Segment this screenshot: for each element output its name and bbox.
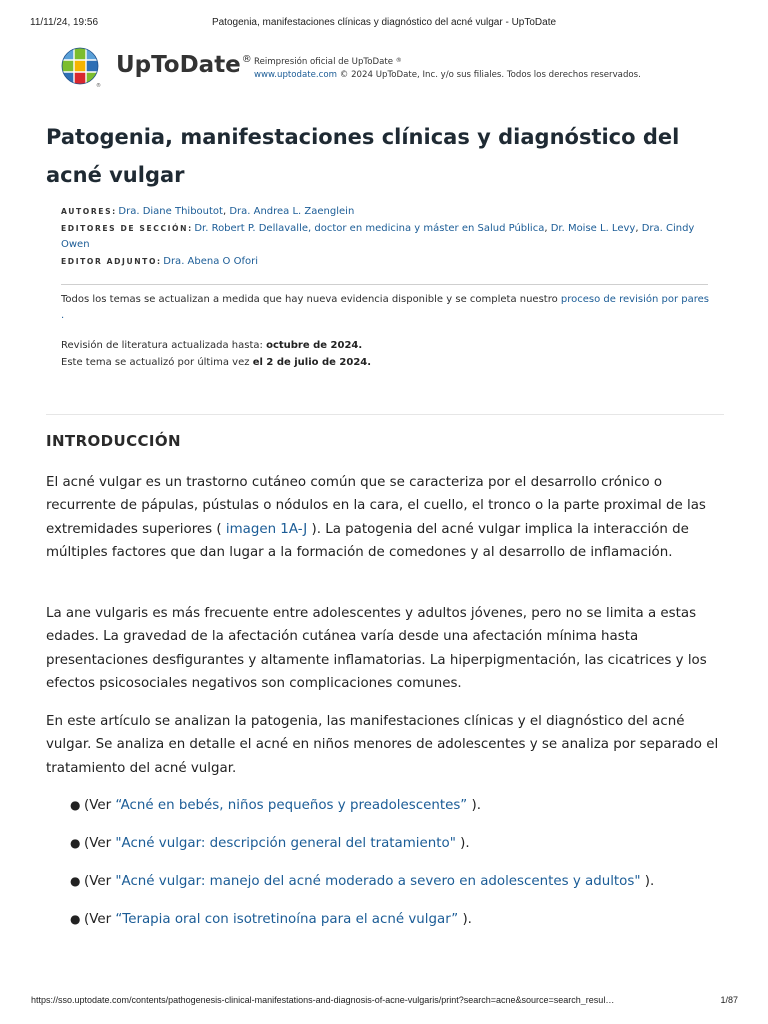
deputy-editor-row — [61, 254, 701, 271]
topic-link[interactable]: "Acné vulgar: manejo del acné moderado a severo en adolescentes y adultos" — [115, 874, 641, 889]
print-doc-title: Patogenia, manifestaciones clínicas y diagnóstico del acné vulgar - UpToDate — [211, 17, 557, 28]
authors-row: AUTORES : Dra. Diane Thiboutot, Dra. Andrea L. Zaenglein — [61, 204, 701, 221]
article-title: Patogenia, manifestaciones clínicas y diagnóstico del acné vulgar — [46, 125, 680, 187]
list-item: ● (Ver "Acné vulgar: descripción general del tratamiento" ). — [70, 832, 730, 870]
last-updated-label: Este tema se actualizó por última vez — [61, 356, 250, 368]
peer-review-link[interactable]: proceso de revisión por pares — [560, 294, 709, 305]
topic-link[interactable]: "Acné vulgar: descripción general del tratamiento" — [115, 836, 456, 851]
print-header — [0, 17, 768, 31]
list-item: ● (Ver “Terapia oral con isotretinoína para el acné vulgar” ). — [70, 908, 730, 946]
copyright-text: © 2024 UpToDate, Inc. y/o sus filiales. Todos los derechos reservados. — [339, 70, 641, 80]
print-url: https://sso.uptodate.com/contents/pathogenesis-clinical-manifestations-and-diagnosis-of-acne-vulgaris/print?search=acne&source=search_resul… — [31, 995, 615, 1005]
svg-text:®: ® — [96, 83, 101, 89]
last-updated-date: el 2 de julio de 2024. — [252, 356, 372, 368]
related-topics-list — [70, 794, 730, 946]
deputy-editor-link[interactable]: Dra. Abena O Ofori — [163, 255, 258, 267]
article-credits — [61, 204, 701, 270]
topic-link[interactable]: “Acné en bebés, niños pequeños y preadolescentes” — [115, 798, 468, 813]
reprint-line: Reimpresión oficial de UpToDate — [254, 57, 393, 67]
scope-paragraph: En este artículo se analizan la patogenia, las manifestaciones clínicas y el diagnóstico del acné vulgar. Se analiza en detalle el acné en niños menores de adolescentes y se analiza por separado el tratamiento del acné vulgar. — [46, 714, 719, 776]
credits-divider — [61, 284, 708, 285]
list-item: ● (Ver "Acné vulgar: manejo del acné moderado a severo en adolescentes y adultos" ). — [70, 870, 730, 908]
section-editor-link[interactable]: Dra. Cindy Owen — [61, 222, 695, 250]
page-number: 1/87 — [720, 995, 738, 1005]
topic-link[interactable]: “Terapia oral con isotretinoína para el acné vulgar” — [115, 912, 459, 927]
section-editor-link[interactable]: Dr. Robert P. Dellavalle, doctor en medicina y máster en Salud Pública — [194, 222, 545, 234]
deputy-editor-label: EDITOR ADJUNTO : — [61, 257, 160, 266]
print-footer — [0, 995, 768, 1009]
epidemiology-paragraph: La ane vulgaris es más frecuente entre adolescentes y adultos jóvenes, pero no se limita a estas edades. La gravedad de la afectación cutánea varía desde una afectación mínima hasta presentaciones desfigurantes y altamente inflamatorias. La hiperpigmentación, las cicatrices y los efectos psicosociales negativos son complicaciones comunes. — [46, 606, 707, 692]
intro-paragraph: El acné vulgar es un trastorno cutáneo común que se caracteriza por el desarrollo crónico o recurrente de pápulas, pústulas o nódulos en la cara, el cuello, el tronco o la parte proximal de las extremidades superiores ( imagen 1A-J ). La patogenia del acné vulgar implica la interacción de múltiples factores que dan lugar a la formación de comedones y al desarrollo de inflamación. — [46, 475, 706, 561]
bullet-icon: ● — [70, 836, 81, 850]
uptodate-site-link[interactable]: www.uptodate.com — [254, 70, 338, 80]
author-link[interactable]: Dra. Andrea L. Zaenglein — [229, 206, 355, 217]
review-dates — [61, 338, 711, 371]
literature-review-date: octubre de 2024. — [266, 340, 363, 351]
uptodate-globe-icon — [60, 46, 104, 90]
authors-label: AUTORES : — [61, 207, 115, 216]
section-editors-label: EDITORES DE SECCIÓN : — [61, 224, 191, 233]
brand-name: UpToDate® — [116, 52, 252, 78]
header-divider — [46, 414, 724, 415]
reprint-notice — [254, 56, 641, 82]
print-datetime: 11/11/24, 19:56 — [30, 17, 99, 28]
section-heading: INTRODUCCIÓN — [46, 432, 182, 450]
literature-review-label: Revisión de literatura actualizada hasta: — [61, 340, 263, 351]
author-link[interactable]: Dra. Diane Thiboutot — [118, 206, 223, 217]
registered-mark: ® — [241, 54, 252, 65]
bullet-icon: ● — [70, 912, 81, 926]
list-item: ● (Ver “Acné en bebés, niños pequeños y preadolescentes” ). — [70, 794, 730, 832]
bullet-icon: ● — [70, 798, 81, 812]
image-link[interactable]: imagen 1A-J — [225, 521, 308, 537]
update-note: Todos los temas se actualizan a medida que hay nueva evidencia disponible y se completa nuestro proceso de revisión por pares . — [61, 294, 709, 321]
bullet-icon: ● — [70, 874, 81, 888]
section-editor-link[interactable]: Dr. Moise L. Levy — [550, 222, 636, 234]
section-editors-row: EDITORES DE SECCIÓN : Dr. Robert P. Dellavalle, doctor en medicina y máster en Salud Pública, Dr. Moise L. Levy, Dra. Cindy Owen — [61, 221, 701, 254]
reprint-registered: ® — [395, 57, 402, 64]
